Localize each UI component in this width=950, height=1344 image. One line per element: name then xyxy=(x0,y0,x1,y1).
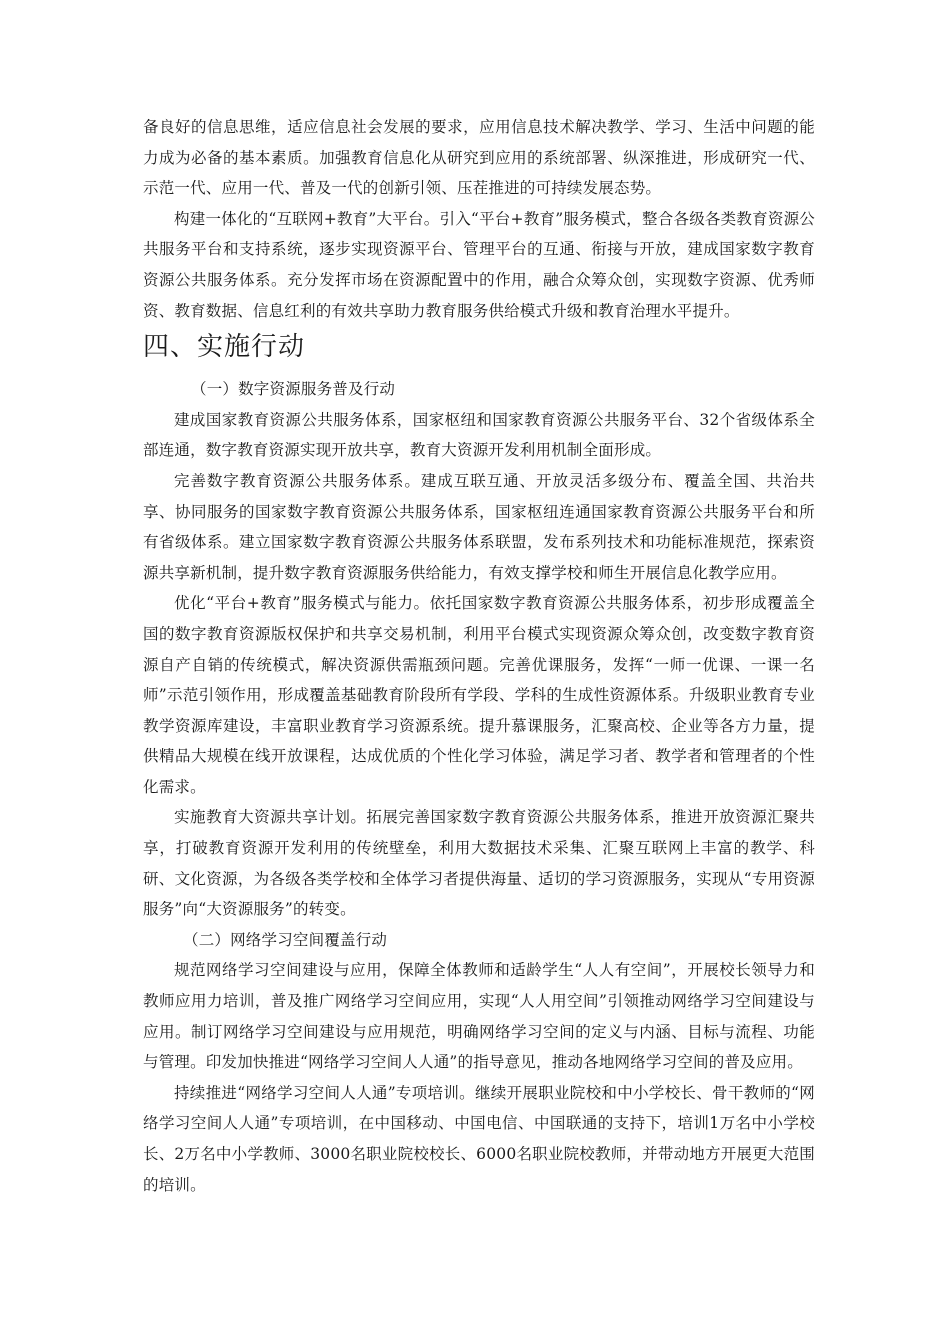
body-paragraph: 完善数字教育资源公共服务体系。建成互联互通、开放灵活多级分布、覆盖全国、共治共享、协同服务的国家数字教育资源公共服务体系，国家枢纽连通国家教育资源公共服务平台和所有省级体系。建立国家数字教育资源公共服务体系联盟，发布系列技术和功能标准规范，探索资源共享新机制，提升数字教育资源服务供给能力，有效支撑学校和师生开展信息化教学应用。 xyxy=(143,471,815,582)
body-paragraph: 规范网络学习空间建设与应用，保障全体教师和适龄学生“人人有空间”，开展校长领导力和教师应用力培训，普及推广网络学习空间应用，实现“人人用空间”引领推动网络学习空间建设与应用。制订网络学习空间建设与应用规范，明确网络学习空间的定义与内涵、目标与流程、功能与管理。印发加快推进“网络学习空间人人通”的指导意见，推动各地网络学习空间的普及应用。 xyxy=(143,961,815,1072)
body-paragraph: 建成国家教育资源公共服务体系，国家枢纽和国家教育资源公共服务平台、32个省级体系全部连通，数字教育资源实现开放共享，教育大资源开发利用机制全面形成。 xyxy=(143,410,815,460)
section-heading: 四、实施行动 xyxy=(143,332,306,363)
body-paragraph: 备良好的信息思维，适应信息社会发展的要求，应用信息技术解决教学、学习、生活中问题的能力成为必备的基本素质。加强教育信息化从研究到应用的系统部署、纵深推进，形成研究一代、示范一代、应用一代、普及一代的创新引领、压茬推进的可持续发展态势。 xyxy=(143,118,815,198)
subsection-heading: （二）网络学习空间覆盖行动 xyxy=(183,930,388,949)
body-paragraph: 优化“平台+教育”服务模式与能力。依托国家数字教育资源公共服务体系，初步形成覆盖全国的数字教育资源版权保护和共享交易机制，利用平台模式实现资源众筹众创，改变数字教育资源自产自销的传统模式，解决资源供需瓶颈问题。完善优课服务，发挥“一师一优课、一课一名师”示范引领作用，形成覆盖基础教育阶段所有学段、学科的生成性资源体系。升级职业教育专业教学资源库建设，丰富职业教育学习资源系统。提升慕课服务，汇聚高校、企业等各方力量，提供精品大规模在线开放课程，达成优质的个性化学习体验，满足学习者、教学者和管理者的个性化需求。 xyxy=(143,594,815,796)
subsection-heading: （一）数字资源服务普及行动 xyxy=(191,380,396,399)
body-paragraph: 构建一体化的“互联网+教育”大平台。引入“平台+教育”服务模式，整合各级各类教育资源公共服务平台和支持系统，逐步实现资源平台、管理平台的互通、衔接与开放，建成国家数字教育资源公共服务体系。充分发挥市场在资源配置中的作用，融合众筹众创，实现数字资源、优秀师资、教育数据、信息红利的有效共享助力教育服务供给模式升级和教育治理水平提升。 xyxy=(143,209,815,320)
body-paragraph: 持续推进“网络学习空间人人通”专项培训。继续开展职业院校和中小学校长、骨干教师的“网络学习空间人人通”专项培训，在中国移动、中国电信、中国联通的支持下，培训1万名中小学校长、2万名中小学教师、3000名职业院校校长、6000名职业院校教师，并带动地方开展更大范围的培训。 xyxy=(143,1083,815,1194)
document-page xyxy=(143,112,815,1200)
body-paragraph: 实施教育大资源共享计划。拓展完善国家数字教育资源公共服务体系，推进开放资源汇聚共享，打破教育资源开发利用的传统壁垒，利用大数据技术采集、汇聚互联网上丰富的教学、科研、文化资源，为各级各类学校和全体学习者提供海量、适切的学习资源服务，实现从“专用资源服务”向“大资源服务”的转变。 xyxy=(143,808,815,919)
